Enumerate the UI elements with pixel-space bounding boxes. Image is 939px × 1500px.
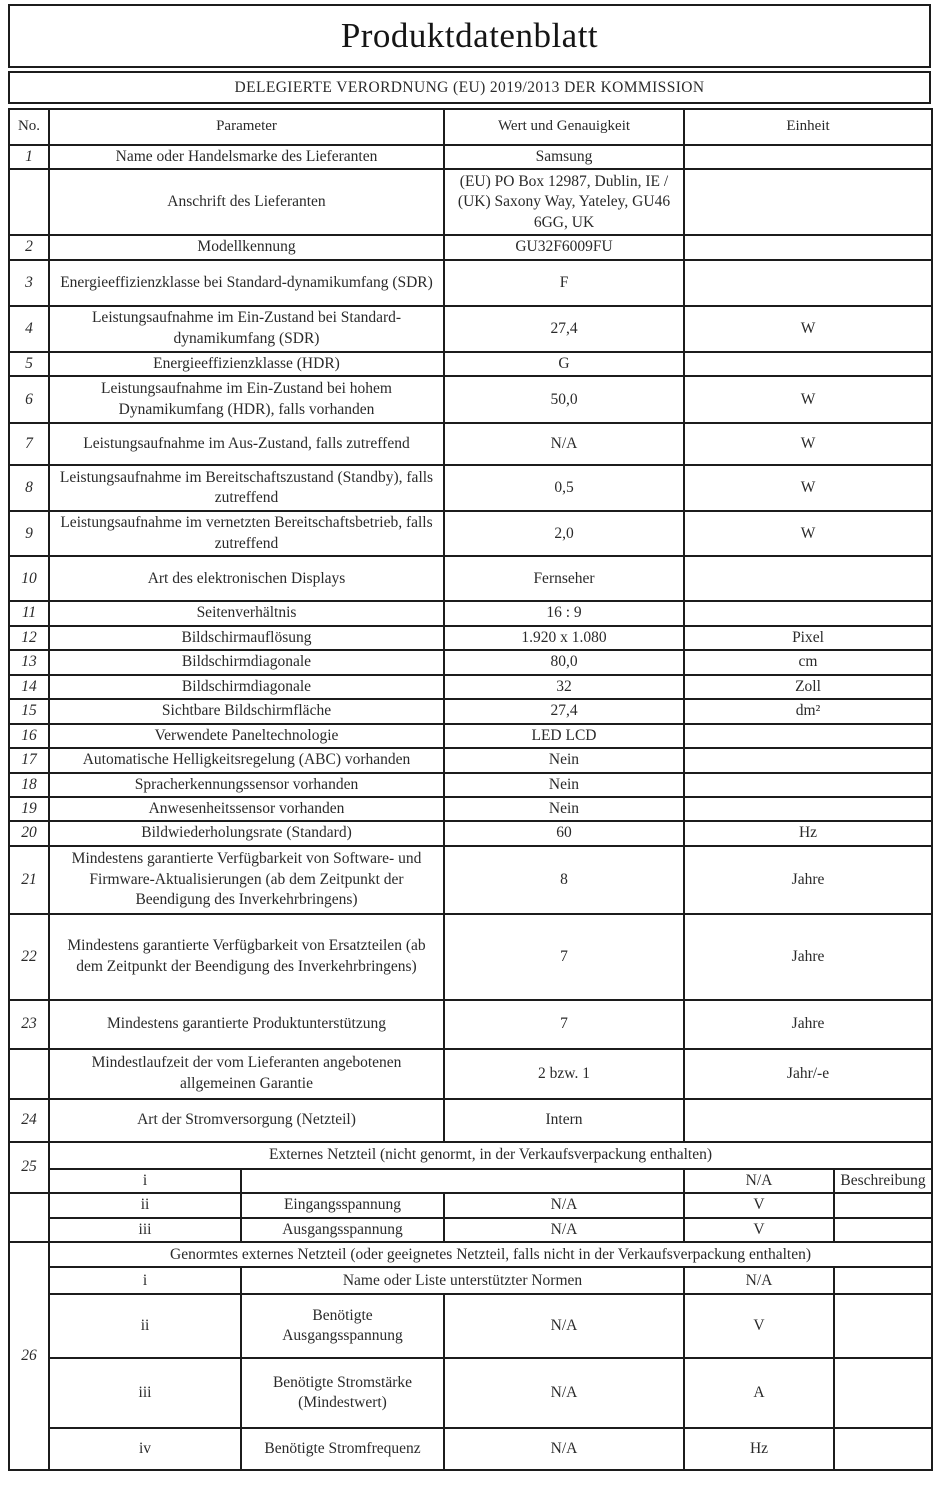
subrow-value: N/A xyxy=(444,1193,684,1217)
subrow-extra xyxy=(834,1218,932,1242)
row-parameter: Mindestlaufzeit der vom Lieferanten angebotenen allgemeinen Garantie xyxy=(49,1049,444,1099)
row-unit: W xyxy=(684,465,932,511)
row-parameter: Leistungsaufnahme im Ein-Zustand bei hohem Dynamikumfang (HDR), falls vorhanden xyxy=(49,376,444,423)
subrow-label: i xyxy=(49,1267,241,1294)
row-no: 1 xyxy=(9,145,49,169)
row-no: 16 xyxy=(9,724,49,748)
row-unit: Jahre xyxy=(684,1000,932,1049)
row-no: 13 xyxy=(9,650,49,674)
subrow-extra xyxy=(834,1267,932,1294)
row-parameter: Art des elektronischen Displays xyxy=(49,556,444,601)
table-row xyxy=(9,1099,932,1142)
subrow-unit: N/A xyxy=(684,1169,834,1193)
subrow-value: N/A xyxy=(444,1358,684,1428)
row-no: 12 xyxy=(9,626,49,650)
row-unit: Zoll xyxy=(684,675,932,699)
row-parameter: Mindestens garantierte Verfügbarkeit von Software- und Firmware-Aktualisierungen (ab dem Zeitpunkt der Beendigung des Inverkehrbringens) xyxy=(49,846,444,914)
row-parameter: Seitenverhältnis xyxy=(49,601,444,625)
row-parameter: Bildwiederholungsrate (Standard) xyxy=(49,821,444,845)
section-sub-row xyxy=(9,1294,932,1358)
table-row xyxy=(9,306,932,352)
row-parameter: Mindestens garantierte Produktunterstützung xyxy=(49,1000,444,1049)
row-parameter: Mindestens garantierte Verfügbarkeit von Ersatzteilen (ab dem Zeitpunkt der Beendigung des Inverkehrbringens) xyxy=(49,914,444,1000)
subrow-label: iii xyxy=(49,1218,241,1242)
row-no: 15 xyxy=(9,699,49,723)
row-value: 60 xyxy=(444,821,684,845)
row-no: 5 xyxy=(9,352,49,376)
regulation-title: DELEGIERTE VERORDNUNG (EU) 2019/2013 DER KOMMISSION xyxy=(234,78,705,96)
row-unit xyxy=(684,556,932,601)
table-row xyxy=(9,352,932,376)
row-unit xyxy=(684,352,932,376)
row-value: 27,4 xyxy=(444,306,684,352)
row-parameter: Anschrift des Lieferanten xyxy=(49,169,444,235)
table-row xyxy=(9,675,932,699)
row-unit: Jahre xyxy=(684,914,932,1000)
row-value: 2 bzw. 1 xyxy=(444,1049,684,1099)
row-value: Nein xyxy=(444,748,684,772)
row-unit: dm² xyxy=(684,699,932,723)
row-value: N/A xyxy=(444,423,684,465)
row-unit: Pixel xyxy=(684,626,932,650)
row-unit xyxy=(684,724,932,748)
section-sub-row xyxy=(9,1358,932,1428)
section-sub-row xyxy=(9,1267,932,1294)
subrow-unit: V xyxy=(684,1218,834,1242)
row-no: 9 xyxy=(9,511,49,556)
section-title: Genormtes externes Netzteil (oder geeignetes Netzteil, falls nicht in der Verkaufsverpackung enthalten) xyxy=(49,1242,932,1267)
row-unit: Jahr/-e xyxy=(684,1049,932,1099)
row-no: 17 xyxy=(9,748,49,772)
regulation-box xyxy=(8,71,931,104)
subrow-unit: V xyxy=(684,1294,834,1358)
col-header-parameter: Parameter xyxy=(49,109,444,145)
subrow-label: ii xyxy=(49,1193,241,1217)
row-parameter: Energieeffizienzklasse (HDR) xyxy=(49,352,444,376)
subrow-label: ii xyxy=(49,1294,241,1358)
row-parameter: Bildschirmdiagonale xyxy=(49,650,444,674)
row-parameter: Modellkennung xyxy=(49,235,444,259)
row-parameter: Name oder Handelsmarke des Lieferanten xyxy=(49,145,444,169)
row-unit xyxy=(684,1099,932,1142)
row-value: 0,5 xyxy=(444,465,684,511)
subrow-parameter: Benötigte Stromfrequenz xyxy=(241,1428,444,1470)
row-no: 23 xyxy=(9,1000,49,1049)
row-parameter: Verwendete Paneltechnologie xyxy=(49,724,444,748)
row-no: 8 xyxy=(9,465,49,511)
page-title: Produktdatenblatt xyxy=(340,16,599,55)
row-value: 8 xyxy=(444,846,684,914)
row-value: 16 : 9 xyxy=(444,601,684,625)
row-parameter: Leistungsaufnahme im Aus-Zustand, falls zutreffend xyxy=(49,423,444,465)
row-unit xyxy=(684,145,932,169)
subrow-extra xyxy=(834,1358,932,1428)
row-no: 20 xyxy=(9,821,49,845)
subrow-value: N/A xyxy=(444,1218,684,1242)
table-row xyxy=(9,1049,932,1099)
section-sub-row xyxy=(9,1428,932,1470)
row-parameter: Leistungsaufnahme im Bereitschaftszustand (Standby), falls zutreffend xyxy=(49,465,444,511)
row-no: 19 xyxy=(9,797,49,821)
row-value: (EU) PO Box 12987, Dublin, IE / (UK) Saxony Way, Yateley, GU46 6GG, UK xyxy=(444,169,684,235)
row-parameter: Bildschirmauflösung xyxy=(49,626,444,650)
row-value: LED LCD xyxy=(444,724,684,748)
row-value: 32 xyxy=(444,675,684,699)
row-no: 11 xyxy=(9,601,49,625)
row-unit: W xyxy=(684,423,932,465)
subrow-label: iii xyxy=(49,1358,241,1428)
table-row xyxy=(9,724,932,748)
row-value: GU32F6009FU xyxy=(444,235,684,259)
table-row xyxy=(9,235,932,259)
table-row xyxy=(9,797,932,821)
table-row xyxy=(9,821,932,845)
row-no: 7 xyxy=(9,423,49,465)
table-row xyxy=(9,169,932,235)
row-unit: cm xyxy=(684,650,932,674)
table-row xyxy=(9,423,932,465)
row-no: 2 xyxy=(9,235,49,259)
section-title: Externes Netzteil (nicht genormt, in der Verkaufsverpackung enthalten) xyxy=(49,1142,932,1169)
row-value: 7 xyxy=(444,914,684,1000)
section-sub-row xyxy=(9,1193,932,1217)
section-no: 26 xyxy=(9,1242,49,1470)
header-row xyxy=(9,109,932,145)
section-sub-row xyxy=(9,1218,932,1242)
section-header-row xyxy=(9,1142,932,1169)
row-no xyxy=(9,169,49,235)
row-value: G xyxy=(444,352,684,376)
subrow-parameter: Name oder Liste unterstützter Normen xyxy=(241,1267,684,1294)
table-row xyxy=(9,748,932,772)
row-parameter: Anwesenheitssensor vorhanden xyxy=(49,797,444,821)
row-no: 4 xyxy=(9,306,49,352)
subrow-label: i xyxy=(49,1169,241,1193)
subrow-parameter xyxy=(241,1169,684,1193)
row-unit xyxy=(684,601,932,625)
subrow-unit: V xyxy=(684,1193,834,1217)
subrow-value: N/A xyxy=(444,1428,684,1470)
row-unit xyxy=(684,169,932,235)
row-no: 18 xyxy=(9,773,49,797)
section-no: 25 xyxy=(9,1142,49,1193)
subrow-unit: N/A xyxy=(684,1267,834,1294)
subrow-label: iv xyxy=(49,1428,241,1470)
row-unit xyxy=(684,260,932,306)
col-header-unit: Einheit xyxy=(684,109,932,145)
row-unit xyxy=(684,773,932,797)
table-row xyxy=(9,846,932,914)
row-value: 7 xyxy=(444,1000,684,1049)
row-parameter: Spracherkennungssensor vorhanden xyxy=(49,773,444,797)
row-value: 27,4 xyxy=(444,699,684,723)
table-row xyxy=(9,601,932,625)
row-unit xyxy=(684,235,932,259)
row-parameter: Automatische Helligkeitsregelung (ABC) vorhanden xyxy=(49,748,444,772)
row-unit: W xyxy=(684,306,932,352)
subrow-unit: Hz xyxy=(684,1428,834,1470)
subrow-extra xyxy=(834,1294,932,1358)
row-value: Intern xyxy=(444,1099,684,1142)
row-no: 21 xyxy=(9,846,49,914)
subrow-parameter: Ausgangsspannung xyxy=(241,1218,444,1242)
table-row xyxy=(9,699,932,723)
table-row xyxy=(9,650,932,674)
title-box xyxy=(8,4,931,68)
table-row xyxy=(9,465,932,511)
row-parameter: Energieeffizienzklasse bei Standard-dynamikumfang (SDR) xyxy=(49,260,444,306)
section-no-empty xyxy=(9,1193,49,1242)
table-row xyxy=(9,1000,932,1049)
row-unit: W xyxy=(684,511,932,556)
subrow-extra xyxy=(834,1193,932,1217)
row-parameter: Bildschirmdiagonale xyxy=(49,675,444,699)
subrow-unit: A xyxy=(684,1358,834,1428)
table-row xyxy=(9,260,932,306)
row-value: Fernseher xyxy=(444,556,684,601)
table-row xyxy=(9,556,932,601)
row-parameter: Leistungsaufnahme im Ein-Zustand bei Standard-dynamikumfang (SDR) xyxy=(49,306,444,352)
subrow-value: N/A xyxy=(444,1294,684,1358)
row-value: Nein xyxy=(444,797,684,821)
product-table xyxy=(8,108,933,1471)
row-value: 2,0 xyxy=(444,511,684,556)
row-unit: Hz xyxy=(684,821,932,845)
row-unit: W xyxy=(684,376,932,423)
row-no: 3 xyxy=(9,260,49,306)
subrow-extra: Beschreibung xyxy=(834,1169,932,1193)
col-header-value: Wert und Genauigkeit xyxy=(444,109,684,145)
section-sub-row xyxy=(9,1169,932,1193)
table-row xyxy=(9,376,932,423)
row-unit xyxy=(684,797,932,821)
row-no: 24 xyxy=(9,1099,49,1142)
row-value: 80,0 xyxy=(444,650,684,674)
main-rows xyxy=(9,145,932,1470)
row-value: F xyxy=(444,260,684,306)
row-parameter: Sichtbare Bildschirmfläche xyxy=(49,699,444,723)
table-row xyxy=(9,145,932,169)
table-row xyxy=(9,626,932,650)
table-row xyxy=(9,511,932,556)
row-no: 14 xyxy=(9,675,49,699)
row-value: 50,0 xyxy=(444,376,684,423)
row-no: 6 xyxy=(9,376,49,423)
row-no xyxy=(9,1049,49,1099)
col-header-no: No. xyxy=(9,109,49,145)
row-unit xyxy=(684,748,932,772)
row-value: Nein xyxy=(444,773,684,797)
table-row xyxy=(9,914,932,1000)
subrow-parameter: Benötigte Ausgangsspannung xyxy=(241,1294,444,1358)
subrow-parameter: Benötigte Stromstärke (Mindestwert) xyxy=(241,1358,444,1428)
row-value: 1.920 x 1.080 xyxy=(444,626,684,650)
row-parameter: Art der Stromversorgung (Netzteil) xyxy=(49,1099,444,1142)
row-value: Samsung xyxy=(444,145,684,169)
section-header-row xyxy=(9,1242,932,1267)
row-no: 22 xyxy=(9,914,49,1000)
table-row xyxy=(9,773,932,797)
row-unit: Jahre xyxy=(684,846,932,914)
row-no: 10 xyxy=(9,556,49,601)
row-parameter: Leistungsaufnahme im vernetzten Bereitschaftsbetrieb, falls zutreffend xyxy=(49,511,444,556)
subrow-extra xyxy=(834,1428,932,1470)
subrow-parameter: Eingangsspannung xyxy=(241,1193,444,1217)
